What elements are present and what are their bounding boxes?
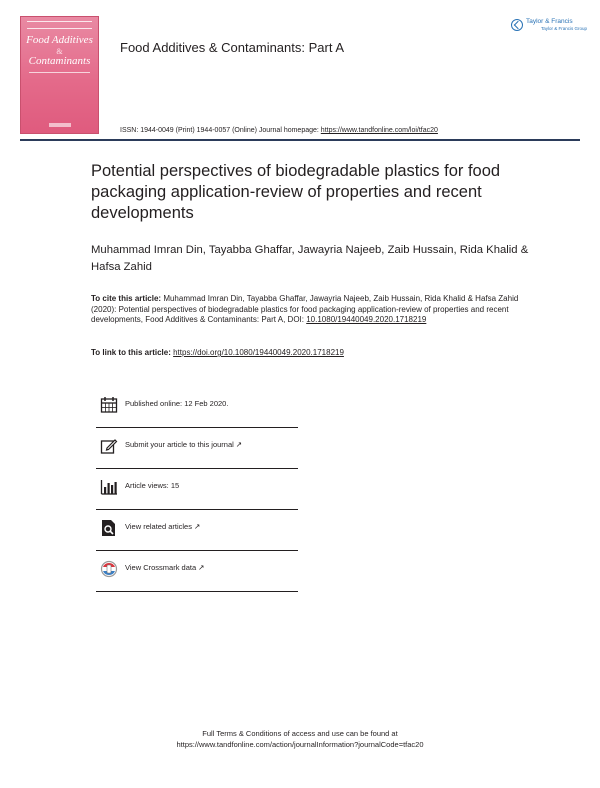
row-divider	[96, 591, 298, 592]
crossmark-icon	[100, 560, 118, 578]
external-link-icon: ↗	[235, 440, 243, 449]
citation-block	[91, 294, 521, 326]
logo-name: Taylor & Francis	[526, 18, 573, 25]
taylor-francis-logo[interactable]	[511, 17, 588, 37]
footer-line1: Full Terms & Conditions of access and use can be found at	[202, 729, 398, 738]
related-articles-icon	[100, 519, 118, 537]
published-online-label: Published online: 12 Feb 2020.	[125, 399, 229, 408]
crossmark-row[interactable]	[96, 551, 298, 592]
citation-label: To cite this article:	[91, 294, 164, 303]
related-articles-label	[125, 522, 200, 531]
external-link-icon: ↗	[198, 563, 205, 572]
crossmark-label	[125, 563, 205, 572]
submit-article-text: Submit your article to this journal	[125, 440, 234, 449]
edit-icon	[100, 437, 118, 455]
citation-text: Muhammad Imran Din, Tayabba Ghaffar, Jawayria Najeeb, Zaib Hussain, Rida Khalid & Hafsa Zahid (2020): Potential perspectives of biodegradable plastics for food packaging application-review of properties and recent developments, Food Additives & Contaminants: Part A, DOI:	[91, 294, 519, 324]
article-doi-url-link[interactable]: https://doi.org/10.1080/19440049.2020.1718219	[173, 348, 344, 357]
article-link-label: To link to this article:	[91, 348, 174, 357]
footer-terms-link[interactable]: https://www.tandfonline.com/action/journalInformation?journalCode=tfac20	[176, 740, 424, 749]
taylor-francis-logo-icon	[511, 19, 523, 31]
submit-article-label	[125, 440, 242, 449]
journal-title: Food Additives & Contaminants: Part A	[120, 40, 345, 55]
journal-cover-image	[20, 16, 99, 134]
cover-publisher-mark	[49, 123, 71, 127]
crossmark-text: View Crossmark data	[125, 563, 197, 572]
cover-title-line2: Contaminants	[28, 55, 91, 67]
footer	[0, 728, 600, 750]
article-link-line	[91, 348, 521, 357]
logo-subtitle: Taylor & Francis Group	[541, 26, 588, 31]
submit-article-row[interactable]	[96, 428, 298, 469]
bar-chart-icon	[100, 478, 118, 496]
published-online-row	[96, 387, 298, 428]
article-title: Potential perspectives of biodegradable plastics for food packaging application-review of properties and recent developments	[91, 162, 501, 222]
related-articles-text: View related articles	[125, 522, 192, 531]
cover-title-amp: &	[56, 47, 63, 56]
cover-top-band	[27, 21, 92, 29]
header-divider	[20, 139, 580, 141]
article-views-row[interactable]	[96, 469, 298, 510]
cover-rule	[29, 72, 90, 73]
calendar-icon	[100, 396, 118, 414]
external-link-icon: ↗	[194, 522, 201, 531]
citation-doi-link[interactable]: 10.1080/19440049.2020.1718219	[306, 315, 427, 324]
issn-text: ISSN: 1944-0049 (Print) 1944-0057 (Online) Journal homepage:	[120, 127, 321, 134]
related-articles-row[interactable]	[96, 510, 298, 551]
cover-title-line1: Food Additives	[26, 34, 93, 46]
article-views-label: Article views: 15	[125, 481, 180, 490]
issn-line	[120, 127, 438, 134]
journal-homepage-link[interactable]: https://www.tandfonline.com/loi/tfac20	[320, 127, 438, 134]
article-authors: Muhammad Imran Din, Tayabba Ghaffar, Jawayria Najeeb, Zaib Hussain, Rida Khalid & Hafsa Zahid	[91, 244, 529, 273]
